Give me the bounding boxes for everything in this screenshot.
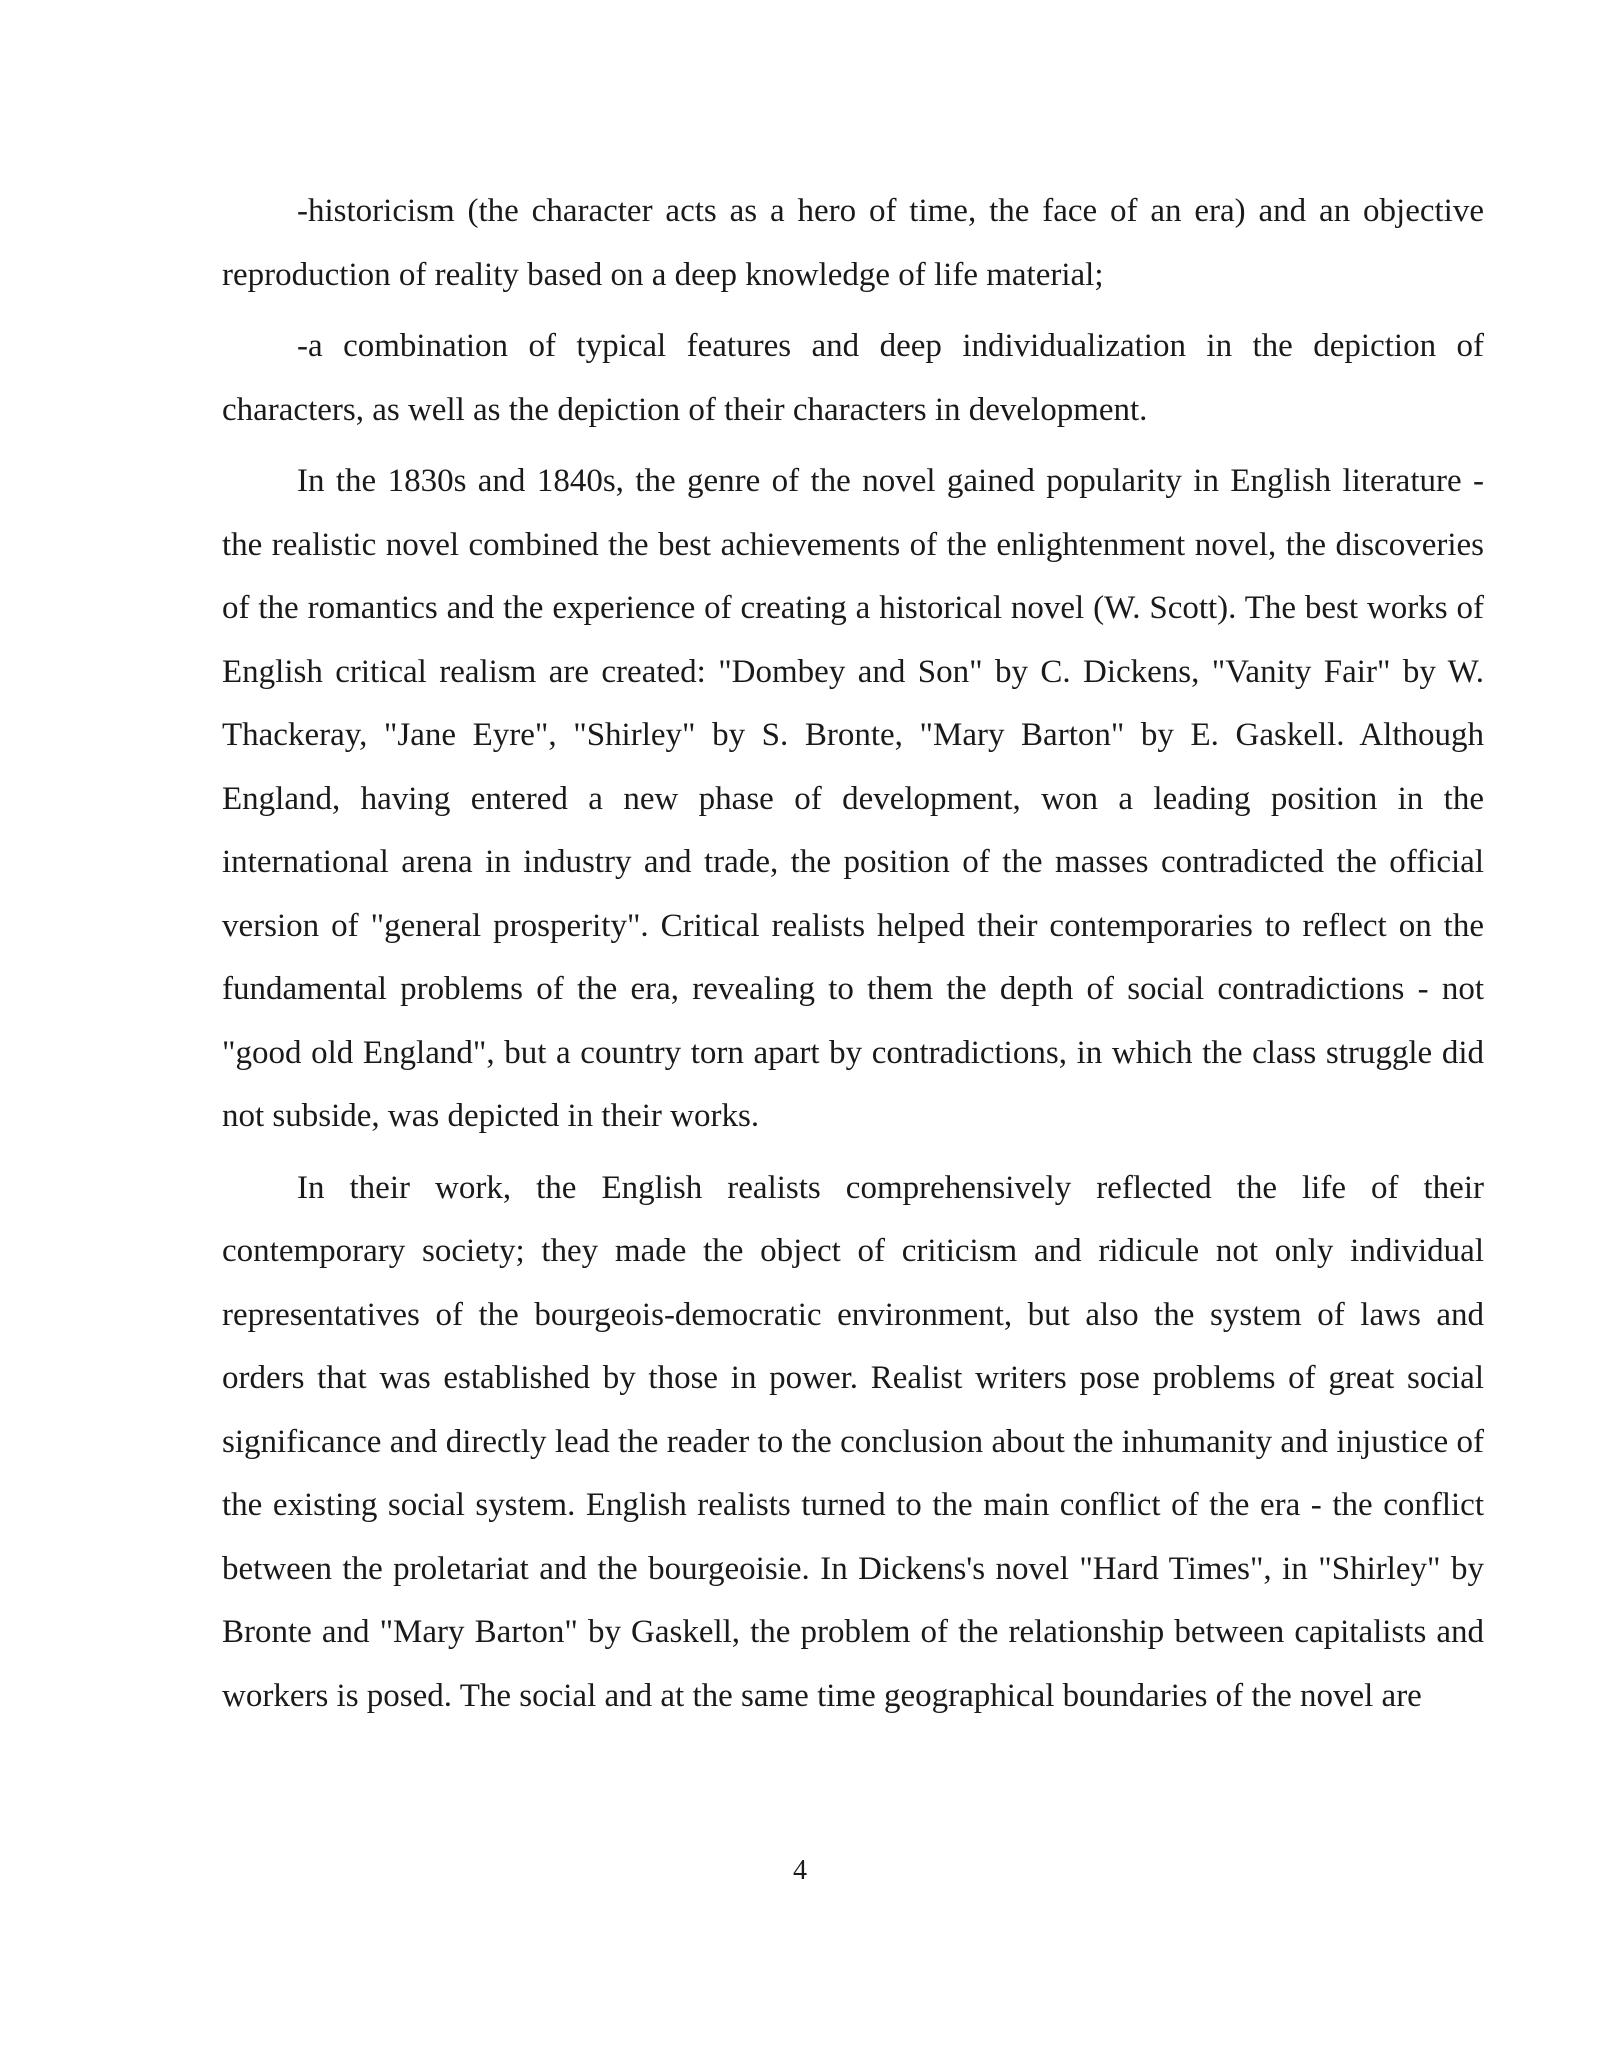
paragraph-novel-genre: In the 1830s and 1840s, the genre of the novel gained popularity in English literature - the realistic novel combined the best achievements of the enlightenment novel, the discoveries of the romantics and the experience of creating a historical novel (W. Scott). The best works of English critical realism are created: "Dombey and Son" by C. Dickens, "Vanity Fair" by W. Thackeray, "Jane Eyre", "Shirley" by S. Bronte, "Mary Barton" by E. Gaskell. Although England, having entered a new phase of development, won a leading position in the international arena in industry and trade, the position of the masses contradicted the official version of "general prosperity". Critical realists helped their contemporaries to reflect on the fundamental problems of the era, revealing to them the depth of social contradictions - not "good old England", but a country torn apart by contradictions, in which the class struggle did not subside, was depicted in their works. xyxy=(222,463,1484,1134)
page-number: 4 xyxy=(793,1855,807,1886)
paragraph-typical-features: -a combination of typical features and deep individualization in the depiction of characters, as well as the depiction of their characters in development. xyxy=(222,328,1484,428)
paragraph-english-realists: In their work, the English realists comprehensively reflected the life of their contemporary society; they made the object of criticism and ridicule not only individual representatives of the bourgeois-democratic environment, but also the system of laws and orders that was established by those in power. Realist writers pose problems of great social significance and directly lead the reader to the conclusion about the inhumanity and injustice of the existing social system. English realists turned to the main conflict of the era - the conflict between the proletariat and the bourgeoisie. In Dickens's novel "Hard Times", in "Shirley" by Bronte and "Mary Barton" by Gaskell, the problem of the relationship between capitalists and workers is posed. The social and at the same time geographical boundaries of the novel are xyxy=(222,1169,1484,1714)
paragraph-historicism: -historicism (the character acts as a hero of time, the face of an era) and an objective reproduction of reality based on a deep knowledge of life material; xyxy=(222,193,1484,293)
body-text xyxy=(222,180,1484,1736)
